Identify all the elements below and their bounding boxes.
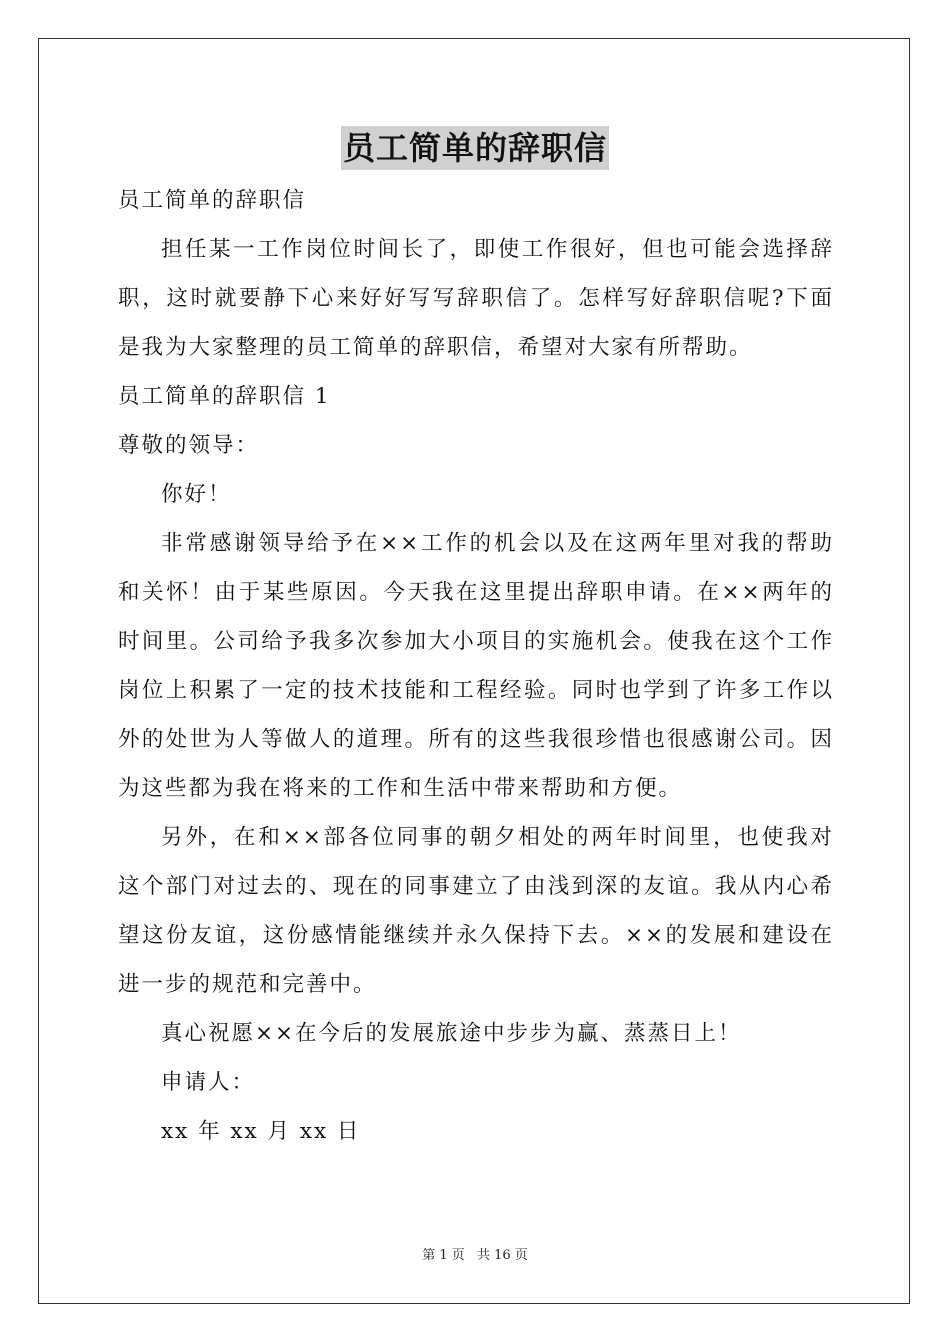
paragraph-letter-title: 员工简单的辞职信 1 xyxy=(118,384,331,409)
paragraph-intro: 担任某一工作岗位时间长了，即使工作很好，但也可能会选择辞职，这时就要静下心来好好写写辞职信了。怎样写好辞职信呢?下面是我为大家整理的员工简单的辞职信，希望对大家有所帮助。 xyxy=(118,237,834,360)
paragraph-body-2: 另外，在和××部各位同事的朝夕相处的两年时间里，也使我对这个部门对过去的、现在的同事建立了由浅到深的友谊。我从内心希望这份友谊，这份感情能继续并永久保持下去。××的发展和建设在进一步的规范和完善中。 xyxy=(118,825,834,997)
document-title: 员工简单的辞职信 xyxy=(341,126,609,170)
page-number: 第 1 页 xyxy=(422,1248,465,1263)
title-wrap xyxy=(0,126,950,170)
page-footer xyxy=(0,1244,950,1263)
paragraph-wishes: 真心祝愿××在今后的发展旅途中步步为赢、蒸蒸日上！ xyxy=(161,1021,742,1046)
paragraph-heading: 员工简单的辞职信 xyxy=(118,188,307,213)
paragraph-date: xx 年 xx 月 xx 日 xyxy=(161,1119,361,1144)
paragraph-applicant: 申请人： xyxy=(161,1070,256,1095)
paragraph-greeting: 你好！ xyxy=(161,482,232,507)
document-body xyxy=(118,176,834,1156)
page-total: 共 16 页 xyxy=(476,1248,528,1263)
paragraph-body-1: 非常感谢领导给予在××工作的机会以及在这两年里对我的帮助和关怀！由于某些原因。今天我在这里提出辞职申请。在××两年的时间里。公司给予我多次参加大小项目的实施机会。使我在这个工作岗位上积累了一定的技术技能和工程经验。同时也学到了许多工作以外的处世为人等做人的道理。所有的这些我很珍惜也很感谢公司。因为这些都为我在将来的工作和生活中带来帮助和方便。 xyxy=(118,531,834,801)
paragraph-salutation: 尊敬的领导： xyxy=(118,433,260,458)
